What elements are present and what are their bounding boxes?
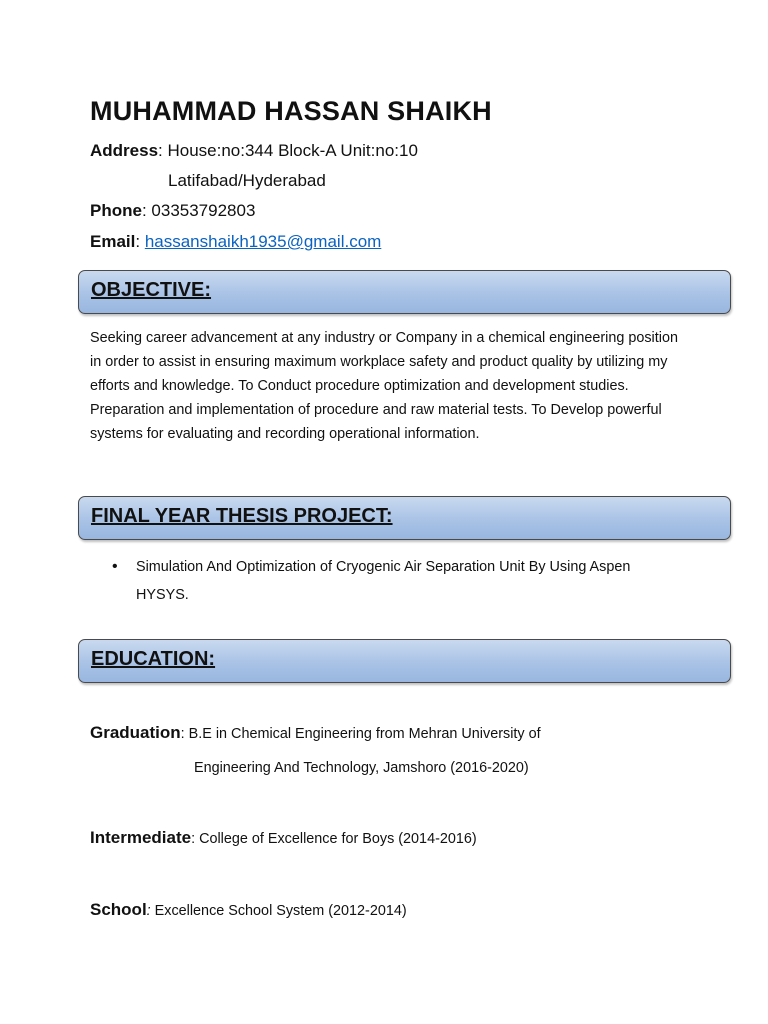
- address-value-line1: House:no:344 Block-A Unit:no:10: [167, 141, 418, 160]
- thesis-item: • Simulation And Optimization of Cryogenic Air Separation Unit By Using Aspen HYSYS.: [112, 553, 676, 609]
- graduation-text-line2: Engineering And Technology, Jamshoro (2016-2020): [194, 760, 529, 776]
- address-value-line2: Latifabad/Hyderabad: [168, 171, 326, 190]
- graduation-text-line1: : B.E in Chemical Engineering from Mehran University of: [180, 726, 541, 742]
- school-label: School: [90, 900, 147, 919]
- address-separator: :: [158, 141, 168, 160]
- objective-text: Seeking career advancement at any industry or Company in a chemical engineering position in order to assist in ensuring maximum workplace safety and product quality by utilizing my efforts and knowledge. To Conduct procedure optimization and development studies. Preparation and implementation of procedure and raw material tests. To Develop powerful systems for evaluating and recording operational information.: [90, 330, 678, 442]
- objective-section-header: [78, 270, 731, 314]
- school-entry: [90, 900, 407, 920]
- email-line: [90, 232, 381, 252]
- thesis-list: [112, 553, 676, 609]
- school-text: Excellence School System (2012-2014): [150, 903, 407, 919]
- thesis-title: FINAL YEAR THESIS PROJECT:: [91, 505, 393, 527]
- candidate-name: MUHAMMAD HASSAN SHAIKH: [90, 96, 492, 126]
- address-label: Address: [90, 141, 159, 160]
- email-label: Email: [90, 232, 136, 251]
- intermediate-label: Intermediate: [90, 828, 192, 847]
- intermediate-text: : College of Excellence for Boys (2014-2016): [191, 831, 477, 847]
- graduation-entry: [90, 723, 541, 743]
- school-separator: :: [146, 903, 151, 919]
- objective-title: OBJECTIVE:: [91, 279, 212, 301]
- address-line: [90, 141, 418, 161]
- phone-line: [90, 201, 255, 221]
- education-title: EDUCATION:: [91, 648, 216, 670]
- intermediate-entry: [90, 828, 477, 848]
- graduation-label: Graduation: [90, 723, 181, 742]
- phone-separator: :: [141, 201, 152, 220]
- email-link[interactable]: hassanshaikh1935@gmail.com: [144, 232, 382, 251]
- email-separator: :: [135, 232, 145, 251]
- phone-value: 03353792803: [151, 201, 256, 220]
- education-section-header: [78, 639, 731, 683]
- thesis-section-header: [78, 496, 731, 540]
- phone-label: Phone: [90, 201, 142, 220]
